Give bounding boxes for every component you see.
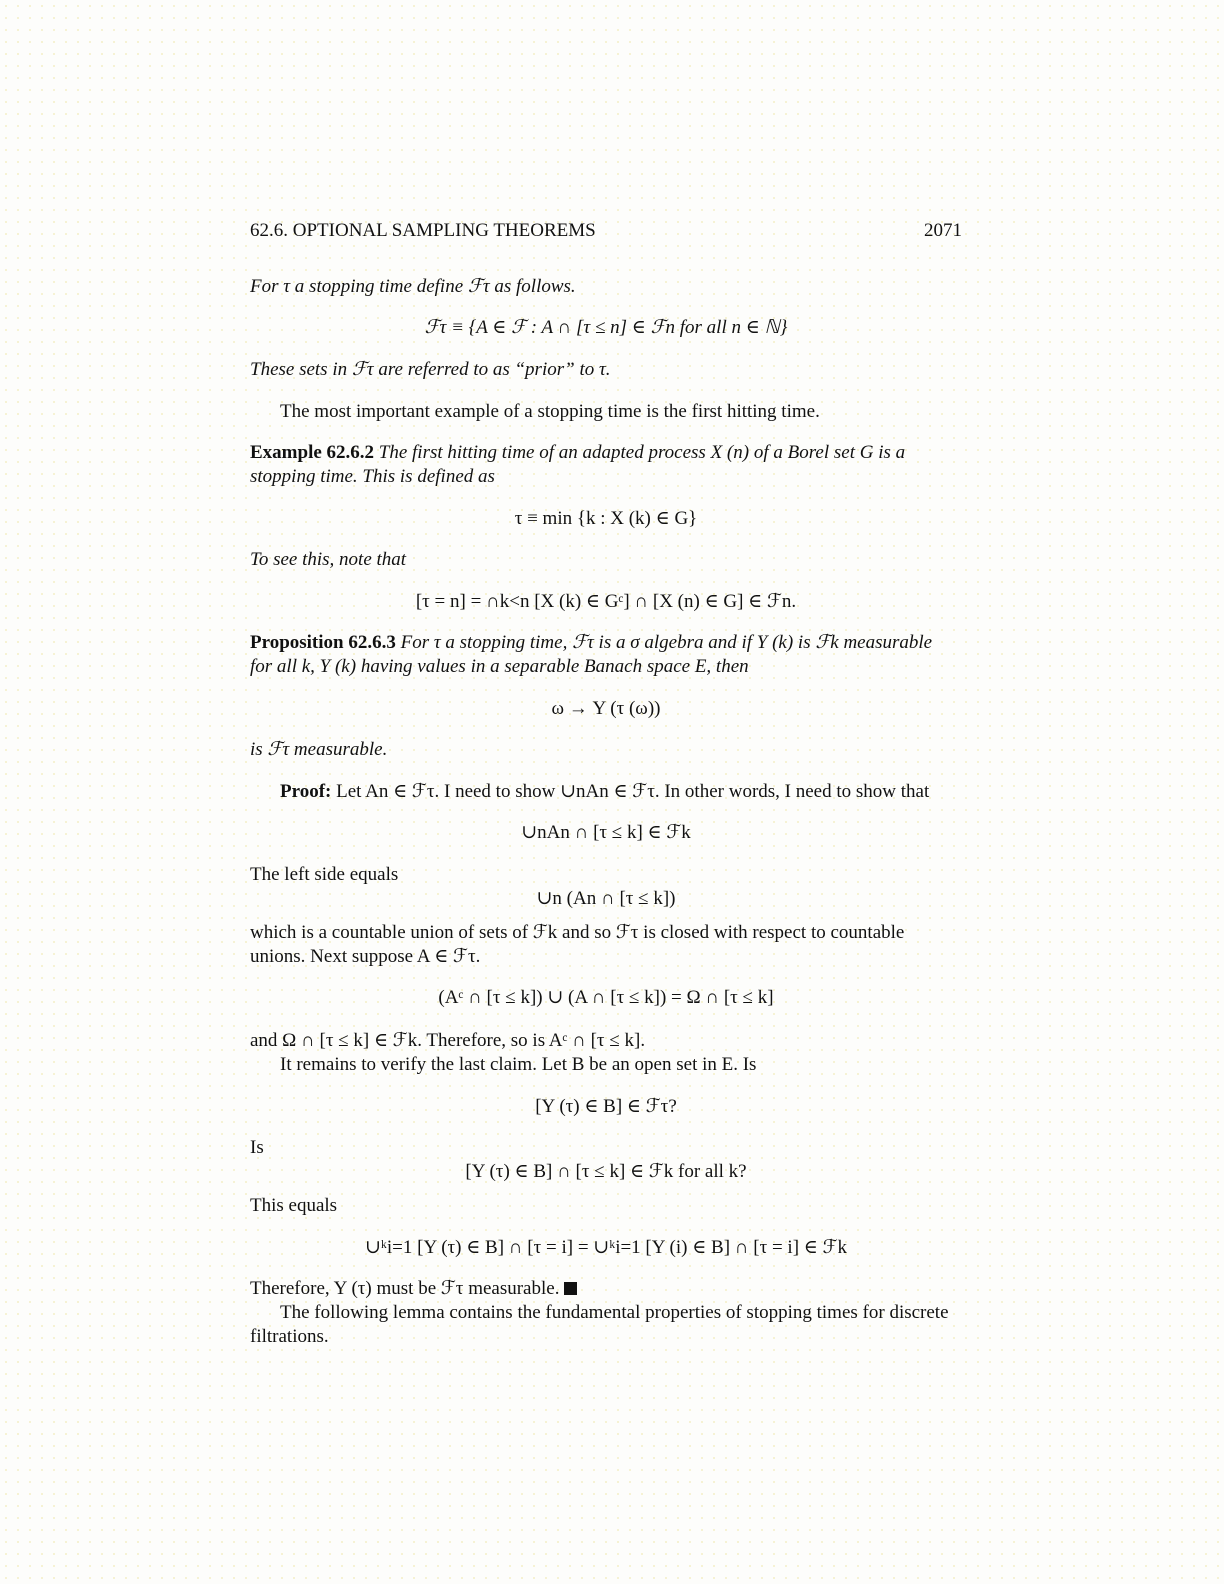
remains-text: It remains to verify the last claim. Let B be an open set in E. Is [280,1054,757,1075]
therefore-text: Therefore, Y (τ) must be ℱτ measurable. [250,1278,560,1299]
proof-text: Let An ∈ ℱτ. I need to show ∪nAn ∈ ℱτ. In other words, I need to show that [336,781,930,802]
equation-omega-map: ω → Y (τ (ω)) [551,698,661,719]
example-label: Example 62.6.2 [250,442,375,463]
is-text: Is [250,1137,264,1158]
equation-union: ∪nAn ∩ [τ ≤ k] ∈ ℱk [521,822,691,843]
proof-line [250,780,962,804]
example-heading-line [250,441,962,465]
equation-question: [Y (τ) ∈ B] ∈ ℱτ? [535,1096,677,1117]
therefore-complement-text: and Ω ∩ [τ ≤ k] ∈ ℱk. Therefore, so is Aᶜ ∩ [τ ≤ k]. [250,1030,646,1051]
note-text: To see this, note that [250,549,407,570]
definition-intro: For τ a stopping time define ℱτ as follows. [250,276,576,297]
lemma-intro-text: The following lemma contains the fundamental properties of stopping times for discrete [280,1302,949,1323]
equation-union-i: ∪ᵏi=1 [Y (τ) ∈ B] ∩ [τ = i] = ∪ᵏi=1 [Y (i) ∈ B] ∩ [τ = i] ∈ ℱk [364,1237,848,1258]
proposition-conclusion: is ℱτ measurable. [250,739,388,760]
equation-union-paren: ∪n (An ∩ [τ ≤ k]) [536,888,676,909]
proposition-text: For τ a stopping time, ℱτ is a σ algebra and if Y (k) is ℱk measurable [400,632,933,653]
equation-for-all-k: [Y (τ) ∈ B] ∩ [τ ≤ k] ∈ ℱk for all k? [465,1161,747,1182]
proposition-text-cont: for all k, Y (k) having values in a separable Banach space E, then [250,656,749,677]
equation-hitting-time: τ ≡ min {k : X (k) ∈ G} [514,508,698,529]
section-title: 62.6. OPTIONAL SAMPLING THEOREMS [250,220,596,241]
proposition-heading-line [250,631,962,655]
example-text: The first hitting time of an adapted process X (n) of a Borel set G is a [378,442,906,463]
page-number: 2071 [924,220,962,241]
example-text-cont: stopping time. This is defined as [250,466,495,487]
prior-sets-text: These sets in ℱτ are referred to as “prior” to τ. [250,359,611,380]
countable-union-text: which is a countable union of sets of ℱk and so ℱτ is closed with respect to countable [250,922,905,943]
proposition-label: Proposition 62.6.3 [250,632,396,653]
equation-complement: (Aᶜ ∩ [τ ≤ k]) ∪ (A ∩ [τ ≤ k]) = Ω ∩ [τ ≤ k] [438,987,774,1008]
paragraph-example-intro: The most important example of a stopping time is the first hitting time. [280,401,820,422]
qed-square-icon [564,1282,577,1295]
therefore-line [250,1277,962,1301]
this-equals-text: This equals [250,1195,338,1216]
equation-tau-equals-n: [τ = n] = ∩k<n [X (k) ∈ Gᶜ] ∩ [X (n) ∈ G] ∈ ℱn. [415,591,797,612]
left-side-text: The left side equals [250,864,399,885]
equation-filtration: ℱτ ≡ {A ∈ ℱ : A ∩ [τ ≤ n] ∈ ℱn for all n ∈ ℕ} [424,317,788,338]
lemma-intro-cont: filtrations. [250,1326,329,1347]
proof-label: Proof: [280,781,332,802]
next-suppose-text: unions. Next suppose A ∈ ℱτ. [250,946,481,967]
